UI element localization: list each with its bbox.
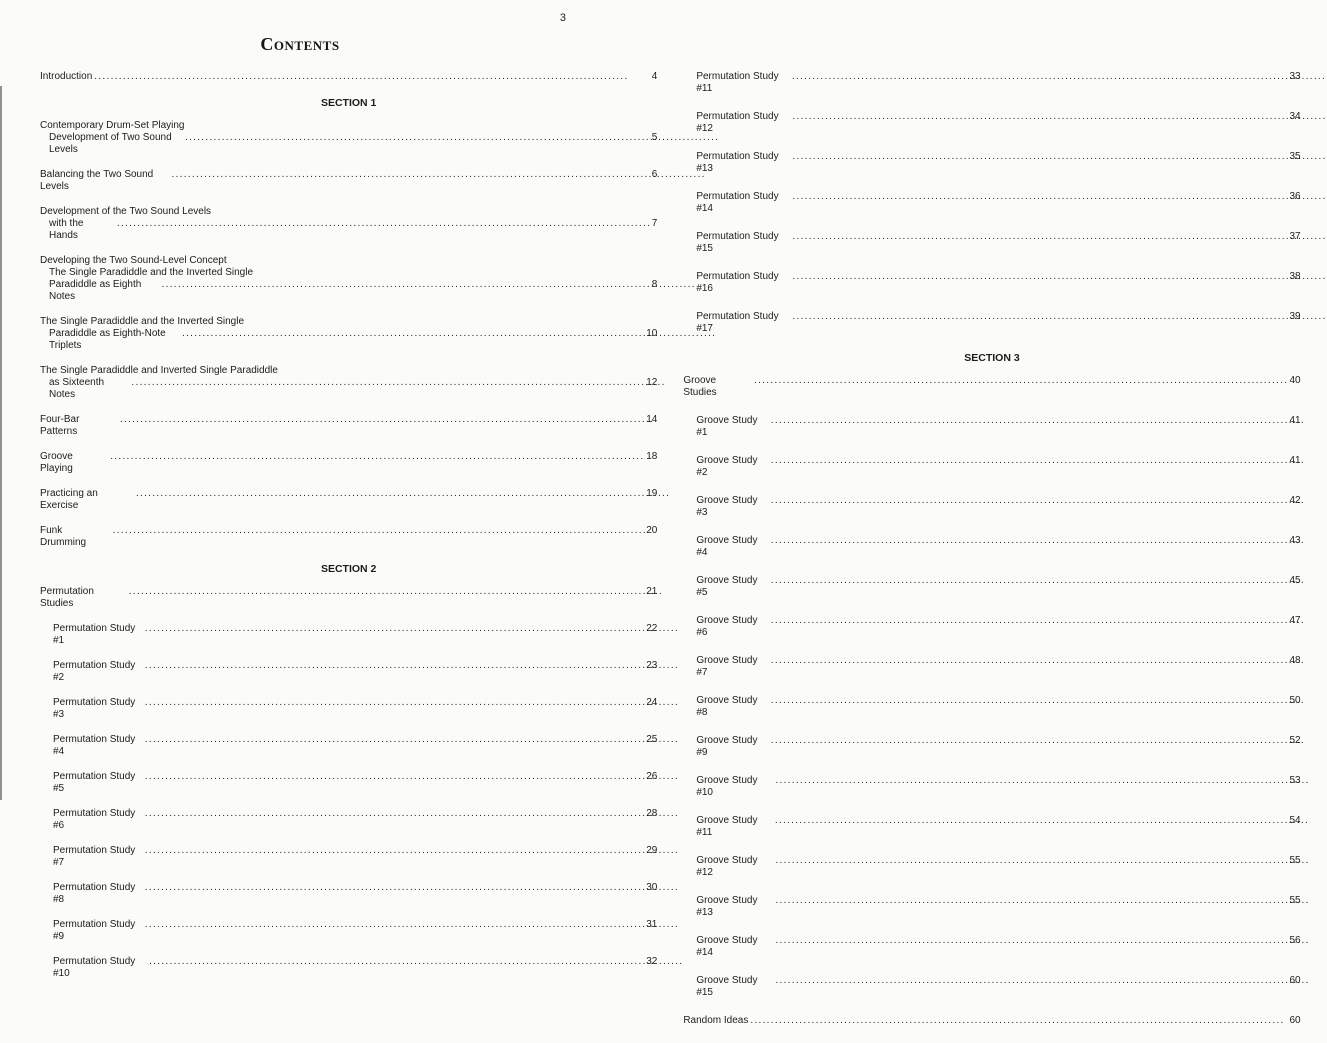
toc-entry-line	[40, 377, 657, 401]
entry-title: The Single Paradiddle and the Inverted Single	[49, 267, 254, 278]
entry-title: Permutation Study #7	[53, 845, 139, 868]
dotted-leader	[775, 935, 1286, 947]
toc-entry-line	[53, 956, 657, 980]
entry-page-number: 60	[1289, 1015, 1301, 1026]
dotted-leader	[792, 111, 1286, 123]
entry-title: Groove Study #2	[696, 455, 761, 478]
entry-page-number: 41	[1289, 415, 1301, 426]
dotted-leader	[185, 132, 649, 144]
entry-title: Permutation Study #10	[53, 956, 139, 979]
entry-page-number: 39	[1289, 311, 1301, 322]
entry-page-number: 56	[1289, 935, 1301, 946]
toc-entry	[40, 919, 657, 943]
dotted-leader	[792, 191, 1286, 203]
toc-entry	[683, 575, 1300, 599]
dotted-leader	[162, 279, 649, 291]
toc-entry	[683, 695, 1300, 719]
toc-entry	[40, 120, 657, 156]
dotted-leader	[136, 488, 643, 500]
toc-entry-line	[696, 455, 1300, 479]
toc-entry-line	[696, 151, 1300, 175]
dotted-leader	[771, 495, 1287, 507]
toc-entry-line	[696, 615, 1300, 639]
toc-entry-line	[40, 328, 657, 352]
toc-entry	[683, 191, 1300, 215]
toc-entry	[683, 231, 1300, 255]
entry-page-number: 43	[1289, 535, 1301, 546]
entry-page-number: 12	[646, 377, 658, 388]
dotted-leader	[754, 375, 1286, 387]
entry-title: Practicing an Exercise	[40, 488, 101, 511]
toc-entry-line	[696, 415, 1300, 439]
entry-title: Permutation Study #8	[53, 882, 139, 905]
entry-page-number: 5	[651, 132, 658, 143]
entry-title: Groove Study #10	[696, 775, 761, 798]
dotted-leader	[771, 615, 1287, 627]
toc-entry-line	[696, 735, 1300, 759]
entry-page-number: 18	[646, 451, 658, 462]
entry-title: Permutation Study #6	[53, 808, 139, 831]
entry-title: Groove Study #5	[696, 575, 761, 598]
entry-title: The Single Paradiddle and Inverted Single Paradiddle	[40, 365, 278, 376]
toc-entry	[40, 206, 657, 242]
toc-entry-line	[53, 882, 657, 906]
dotted-leader	[771, 575, 1287, 587]
toc-entry-line	[696, 975, 1300, 999]
toc-column-left	[40, 71, 657, 1043]
entry-title: Development of the Two Sound Levels	[40, 206, 212, 217]
toc-entry-line	[40, 525, 657, 549]
toc-entry	[683, 455, 1300, 479]
entry-page-number: 25	[646, 734, 658, 745]
toc-entry-line	[40, 218, 657, 242]
toc-entry-line	[40, 71, 657, 83]
toc-entry	[40, 882, 657, 906]
entry-title: Groove Study #8	[696, 695, 761, 718]
toc-entry	[683, 655, 1300, 679]
dotted-leader	[110, 451, 643, 463]
entry-title: Development of Two Sound Levels	[49, 132, 175, 155]
toc-entry	[683, 271, 1300, 295]
toc-entry	[683, 935, 1300, 959]
dotted-leader	[750, 1015, 1286, 1027]
entry-page-number: 40	[1289, 375, 1301, 386]
toc-entry-line	[53, 697, 657, 721]
toc-entry	[683, 895, 1300, 919]
dotted-leader	[775, 975, 1286, 987]
entry-page-number: 29	[646, 845, 658, 856]
entry-page-number: 19	[646, 488, 658, 499]
entry-page-number: 7	[651, 218, 658, 229]
toc-entry	[40, 771, 657, 795]
toc-entry	[40, 451, 657, 475]
dotted-leader	[792, 71, 1287, 83]
entry-page-number: 48	[1289, 655, 1301, 666]
entry-page-number: 10	[646, 328, 658, 339]
toc-entry-line	[696, 495, 1300, 519]
dotted-leader	[771, 655, 1287, 667]
toc-entry	[40, 71, 657, 83]
toc-entry	[683, 1015, 1300, 1027]
toc-entry	[40, 316, 657, 352]
toc-entry	[40, 660, 657, 684]
dotted-leader	[792, 271, 1286, 283]
entry-title: Permutation Study #12	[696, 111, 782, 134]
entry-title: Funk Drumming	[40, 525, 87, 548]
toc-entry-line	[53, 623, 657, 647]
toc-entry-line	[40, 169, 657, 193]
entry-title: Groove Study #4	[696, 535, 761, 558]
entry-title: Permutation Studies	[40, 586, 97, 609]
entry-page-number: 53	[1289, 775, 1301, 786]
entry-page-number: 35	[1289, 151, 1301, 162]
entry-title: Permutation Study #15	[696, 231, 782, 254]
page-number: 3	[559, 12, 566, 24]
dotted-leader	[771, 535, 1287, 547]
entry-title: as Sixteenth Notes	[49, 377, 107, 400]
entry-page-number: 38	[1289, 271, 1301, 282]
toc-entry-line	[40, 451, 657, 475]
entry-title: Groove Studies	[683, 375, 719, 398]
toc-entry-line	[40, 132, 657, 156]
toc-entry-line	[696, 535, 1300, 559]
toc-entry-line	[696, 815, 1300, 839]
entry-title: Groove Study #15	[696, 975, 761, 998]
dotted-leader	[771, 455, 1287, 467]
toc-entry	[683, 151, 1300, 175]
toc-entry-line	[696, 775, 1300, 799]
toc-entry-line	[683, 375, 1300, 399]
entry-page-number: 33	[1289, 71, 1301, 82]
entry-page-number: 6	[651, 169, 658, 180]
entry-title: Permutation Study #13	[696, 151, 782, 174]
entry-title: Groove Playing	[40, 451, 76, 474]
entry-page-number: 54	[1289, 815, 1301, 826]
dotted-leader	[771, 695, 1287, 707]
dotted-leader	[145, 734, 643, 746]
dotted-leader	[145, 808, 643, 820]
toc-entry-line	[696, 655, 1300, 679]
toc-entry-line	[40, 120, 657, 132]
toc-entry	[40, 734, 657, 758]
entry-title: Groove Study #6	[696, 615, 761, 638]
entry-page-number: 24	[646, 697, 658, 708]
entry-page-number: 41	[1289, 455, 1301, 466]
entry-title: Permutation Study #9	[53, 919, 139, 942]
entry-title: Permutation Study #3	[53, 697, 139, 720]
entry-title: Groove Study #7	[696, 655, 761, 678]
entry-page-number: 31	[646, 919, 658, 930]
entry-page-number: 55	[1289, 855, 1301, 866]
toc-entry-line	[696, 231, 1300, 255]
toc-entry-line	[40, 255, 657, 267]
toc-entry	[683, 975, 1300, 999]
dotted-leader	[145, 771, 643, 783]
dotted-leader	[792, 311, 1286, 323]
entry-page-number: 20	[646, 525, 658, 536]
toc-entry	[683, 615, 1300, 639]
toc-entry	[40, 365, 657, 401]
entry-title: Groove Study #9	[696, 735, 761, 758]
entry-title: Permutation Study #17	[696, 311, 782, 334]
scan-edge-artifact	[0, 86, 2, 800]
dotted-leader	[131, 377, 643, 389]
dotted-leader	[775, 895, 1286, 907]
entry-page-number: 23	[646, 660, 658, 671]
toc-entry-line	[40, 586, 657, 610]
entry-title: Permutation Study #11	[696, 71, 782, 94]
entry-title: Permutation Study #4	[53, 734, 139, 757]
toc-entry-line	[53, 734, 657, 758]
toc-entry-line	[696, 111, 1300, 135]
toc-entry	[40, 169, 657, 193]
entry-page-number: 37	[1289, 231, 1301, 242]
toc-entry-line	[696, 575, 1300, 599]
toc-entry	[40, 956, 657, 980]
toc-entry-line	[53, 919, 657, 943]
toc-entry-line	[696, 71, 1300, 95]
entry-page-number: 45	[1289, 575, 1301, 586]
dotted-leader	[171, 169, 648, 181]
dotted-leader	[145, 845, 643, 857]
dotted-leader	[120, 414, 643, 426]
dotted-leader	[792, 231, 1286, 243]
dotted-leader	[775, 855, 1286, 867]
toc-entry-line	[40, 365, 657, 377]
entry-page-number: 8	[651, 279, 658, 290]
dotted-leader	[117, 218, 649, 230]
entry-page-number: 34	[1289, 111, 1301, 122]
dotted-leader	[775, 775, 1286, 787]
entry-title: Introduction	[40, 71, 93, 82]
entry-page-number: 30	[646, 882, 658, 893]
entry-title: Developing the Two Sound-Level Concept	[40, 255, 227, 266]
dotted-leader	[113, 525, 644, 537]
dotted-leader	[145, 882, 643, 894]
entry-title: Groove Study #12	[696, 855, 761, 878]
toc-column-right	[683, 71, 1300, 1043]
entry-page-number: 21	[646, 586, 658, 597]
section-header: SECTION 3	[964, 352, 1020, 364]
toc-entry	[683, 855, 1300, 879]
entry-page-number: 36	[1289, 191, 1301, 202]
toc-entry	[40, 525, 657, 549]
entry-title: Paradiddle as Eighth Notes	[49, 279, 145, 302]
toc-entry-line	[683, 1015, 1300, 1027]
entry-page-number: 22	[646, 623, 658, 634]
toc-entry	[683, 311, 1300, 335]
toc-entry	[683, 375, 1300, 399]
section-header: SECTION 2	[320, 563, 377, 575]
entry-title: Groove Study #14	[696, 935, 761, 958]
entry-page-number: 47	[1289, 615, 1301, 626]
toc-entry-line	[40, 488, 657, 512]
toc-entry	[40, 845, 657, 869]
toc-entry	[683, 111, 1300, 135]
entry-title: Paradiddle as Eighth-Note Triplets	[49, 328, 169, 351]
toc-entry-line	[696, 271, 1300, 295]
entry-page-number: 60	[1289, 975, 1301, 986]
entry-title: Groove Study #11	[696, 815, 761, 838]
dotted-leader	[149, 956, 643, 968]
toc-entry-line	[696, 935, 1300, 959]
toc-entry-line	[53, 660, 657, 684]
toc-entry	[40, 808, 657, 832]
entry-title: The Single Paradiddle and the Inverted Single	[40, 316, 245, 327]
dotted-leader	[771, 415, 1287, 427]
entry-title: Contemporary Drum-Set Playing	[40, 120, 185, 131]
entry-title: Permutation Study #2	[53, 660, 139, 683]
dotted-leader	[145, 919, 643, 931]
toc-entry-line	[696, 695, 1300, 719]
toc-entry	[40, 697, 657, 721]
toc-entry	[683, 71, 1300, 95]
dotted-leader	[129, 586, 643, 598]
entry-page-number: 14	[646, 414, 658, 425]
entry-title: Random Ideas	[683, 1015, 749, 1026]
entry-page-number: 4	[651, 71, 658, 82]
toc-entry-line	[696, 311, 1300, 335]
toc-entry-line	[53, 808, 657, 832]
entry-title: Groove Study #3	[696, 495, 761, 518]
dotted-leader	[145, 697, 643, 709]
toc-entry-line	[696, 895, 1300, 919]
dotted-leader	[775, 815, 1287, 827]
toc-entry	[40, 255, 657, 303]
toc-entry-line	[696, 855, 1300, 879]
dotted-leader	[94, 71, 648, 83]
toc-entry	[683, 735, 1300, 759]
toc-entry	[683, 415, 1300, 439]
toc-columns	[0, 55, 1301, 1043]
toc-entry-line	[40, 206, 657, 218]
entry-page-number: 50	[1289, 695, 1301, 706]
entry-page-number: 52	[1289, 735, 1301, 746]
toc-entry	[40, 586, 657, 610]
toc-entry	[683, 775, 1300, 799]
toc-entry	[40, 623, 657, 647]
toc-entry-line	[53, 771, 657, 795]
entry-title: Permutation Study #14	[696, 191, 782, 214]
toc-entry-line	[40, 279, 657, 303]
section-header: SECTION 1	[320, 97, 377, 109]
dotted-leader	[145, 660, 643, 672]
entry-title: Groove Study #13	[696, 895, 761, 918]
entry-title: Groove Study #1	[696, 415, 761, 438]
page-title: Contents	[260, 34, 340, 54]
dotted-leader	[182, 328, 643, 340]
entry-title: with the Hands	[49, 218, 87, 241]
entry-title: Permutation Study #5	[53, 771, 139, 794]
entry-page-number: 28	[646, 808, 658, 819]
toc-entry	[683, 535, 1300, 559]
toc-entry-line	[696, 191, 1300, 215]
dotted-leader	[145, 623, 643, 635]
entry-title: Permutation Study #16	[696, 271, 782, 294]
entry-page-number: 42	[1289, 495, 1301, 506]
entry-page-number: 26	[646, 771, 658, 782]
entry-page-number: 32	[646, 956, 658, 967]
toc-entry	[40, 414, 657, 438]
toc-entry-line	[53, 845, 657, 869]
entry-title: Permutation Study #1	[53, 623, 139, 646]
toc-entry	[683, 815, 1300, 839]
entry-page-number: 55	[1289, 895, 1301, 906]
toc-entry-line	[40, 316, 657, 328]
entry-title: Four-Bar Patterns	[40, 414, 83, 437]
dotted-leader	[771, 735, 1287, 747]
toc-entry	[40, 488, 657, 512]
toc-entry-line	[40, 414, 657, 438]
toc-entry-line	[40, 267, 657, 279]
dotted-leader	[792, 151, 1286, 163]
entry-title: Balancing the Two Sound Levels	[40, 169, 157, 192]
toc-entry	[683, 495, 1300, 519]
